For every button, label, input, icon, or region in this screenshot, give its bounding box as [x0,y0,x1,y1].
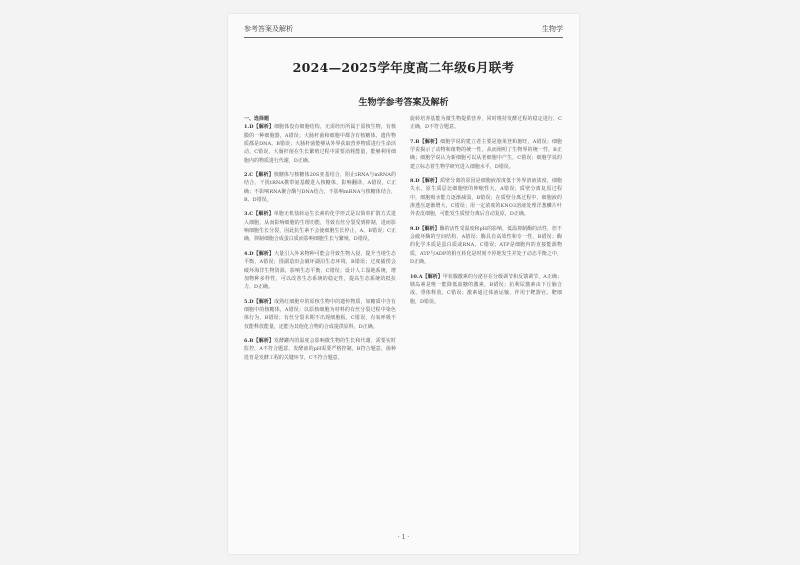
answer-key-label: 【解析】 [422,273,443,280]
answer-item [410,115,562,132]
document-page [228,14,579,554]
answer-key-label: 【解析】 [419,178,441,185]
section-heading: 一、选择题 [244,116,269,122]
left-column [244,115,396,368]
answer-text: 旋转培养基能为微生物提供营养，同时维持发酵过程的稳定进行，C正确，D不符合题意。 [410,116,562,131]
answer-key-label: 【解析】 [419,225,440,232]
answer-text: 发酵罐内的温度会影响微生物的生长和代谢，需要实时监控，A不符合题意，发酵液的pH需要严格控制，B符合题意，菌种选育是发酵工程的关键环节，C不符合题意。 [244,337,396,361]
answer-number: 2.C [244,172,254,179]
answer-number: 8.D [410,178,420,185]
answer-item [244,337,396,362]
answer-key-label: 【解析】 [253,124,275,131]
answer-key-label: 【解析】 [253,211,274,218]
answer-item [410,225,562,267]
answer-item [244,123,396,165]
answer-text: 质壁分离的原因是细胞液浓度低于外界溶液浓度，细胞失水，原生质层比细胞壁的伸缩性大，A错误；质壁分离复原过程中，细胞吸水能力逐渐减弱，B错误；在质壁分离过程中，细胞液的渗透压逐渐增大，C错误；用一定浓度的KNO3溶液处理洋葱鳞片叶外表皮细胞，可能发生质壁分离后自动复原，D正确。 [410,178,563,218]
answer-item [244,250,396,292]
answer-item [410,138,562,171]
answer-text: 酶的活性受温度和pH的影响，低温抑制酶的活性，但不会破坏酶的空间结构，A错误；酶具有高效性和专一性，B错误；酶的化学本质是蛋白质或RNA，C错误；ATP是细胞内的直接能源物质，ATP与ADP的相互转化是时刻不停地发生并处于动态平衡之中，D正确。 [410,225,563,266]
answer-item [244,210,396,243]
answer-number: 5.D [244,298,254,305]
answer-number: 3.C [244,211,254,218]
answer-number: 6.B [244,337,254,344]
answer-text: 大量引入外来物种可能会导致生物入侵，提升当地生态平衡，A错误；围湖造田会破坏湖泊生态环境，B错误；过度捕捞会破坏海洋生物资源，影响生态平衡，C错误；设计人工湿地系统，增加物种多样性，可以改善生态系统的稳定性，提高生态系统的抵抗力，D正确。 [244,250,397,291]
page-title: 2024—2025学年度高二年级6月联考 [292,60,515,75]
answer-text: 核糖体与核糖体20S亚基结合，阻止tRNA与mRNA的结合，干扰tRNA携带氨基酸进入核糖体，影响翻译，A错误，C正确；不影响RNA聚合酶与DNA结合，不影响mRNA与核糖体结合，B、D错误。 [244,172,396,204]
page-number: · 1 · [397,534,410,541]
answer-text: 细胞体没有细胞结构，无需经历所属于原核生物，有核膜的一种细胞器，A错误；大肠杆菌和细胞中都含有核糖体，遗传物质都是DNA，B错误；大肠杆菌能够从外界获取营养物质进行生命活动，C错误，大肠杆菌在生长繁殖过程中需要消耗能量，能够利用细胞内的物质进行代谢，D正确。 [244,124,397,164]
answer-text: 甲状腺激素的分泌存在分级调节和反馈调节，A正确；胰岛素是唯一能降低血糖的激素，B错误；抗利尿激素由下丘脑合成、垂体释放，C错误；激素通过体液运输，作用于靶器官、靶细胞，D错误。 [410,273,562,305]
page-header [244,23,563,38]
right-column [410,115,562,312]
left-answer-list [244,123,396,362]
answer-text: 单胞无机盐转运生长素的化学形式是以简单扩散方式进入细胞，从而影响细胞的生理功能，导致有丝分裂受到抑制，进而影响细胞生长分裂，因此抗生素不会使细胞生长停止，A、B错误；C正确，抑制细胞合成蛋白质而影响细胞生长与繁殖，D错误。 [244,211,397,243]
answer-item [410,273,562,306]
answer-number: 10.A [410,273,423,280]
answer-number: 7.B [410,138,420,145]
answer-text: 细胞学说的建立者主要是施莱登和施旺，A错误；细胞学说揭示了动物和植物的统一性，从而阐明了生物界的统一性，B正确；细胞学说认为新细胞可以从老细胞中产生，C错误；细胞学说的建立标志着生物学研究进入细胞水平，D错误。 [410,138,563,170]
answer-item [410,177,562,219]
answer-number: 1.D [244,124,254,131]
answer-number: 9.D [410,225,420,232]
answer-key-label: 【解析】 [253,337,274,344]
answer-key-label: 【解析】 [253,250,275,257]
answer-number: 4.D [244,250,254,257]
header-left-label: 参考答案及解析 [244,25,293,33]
answer-key-label: 【解析】 [253,298,275,305]
answer-key-label: 【解析】 [419,138,441,145]
header-right-label: 生物学 [542,25,563,33]
right-answer-list [410,115,562,306]
page-subtitle: 生物学参考答案及解析 [358,98,449,108]
answer-item [244,171,396,204]
answer-text: 成熟红细胞中的原核生物中的遗传物质，如糖质中含有细胞中的核糖体，A错误；以原核细胞为材料的有丝分裂过程中染色体行为，B错误；有丝分裂末期不出现细胞板，C错误，有氧呼吸不仅能释放能量，还能为其他化合物的合成提供原料，D正确。 [244,298,397,330]
answer-key-label: 【解析】 [253,172,274,179]
answer-item [244,298,396,331]
